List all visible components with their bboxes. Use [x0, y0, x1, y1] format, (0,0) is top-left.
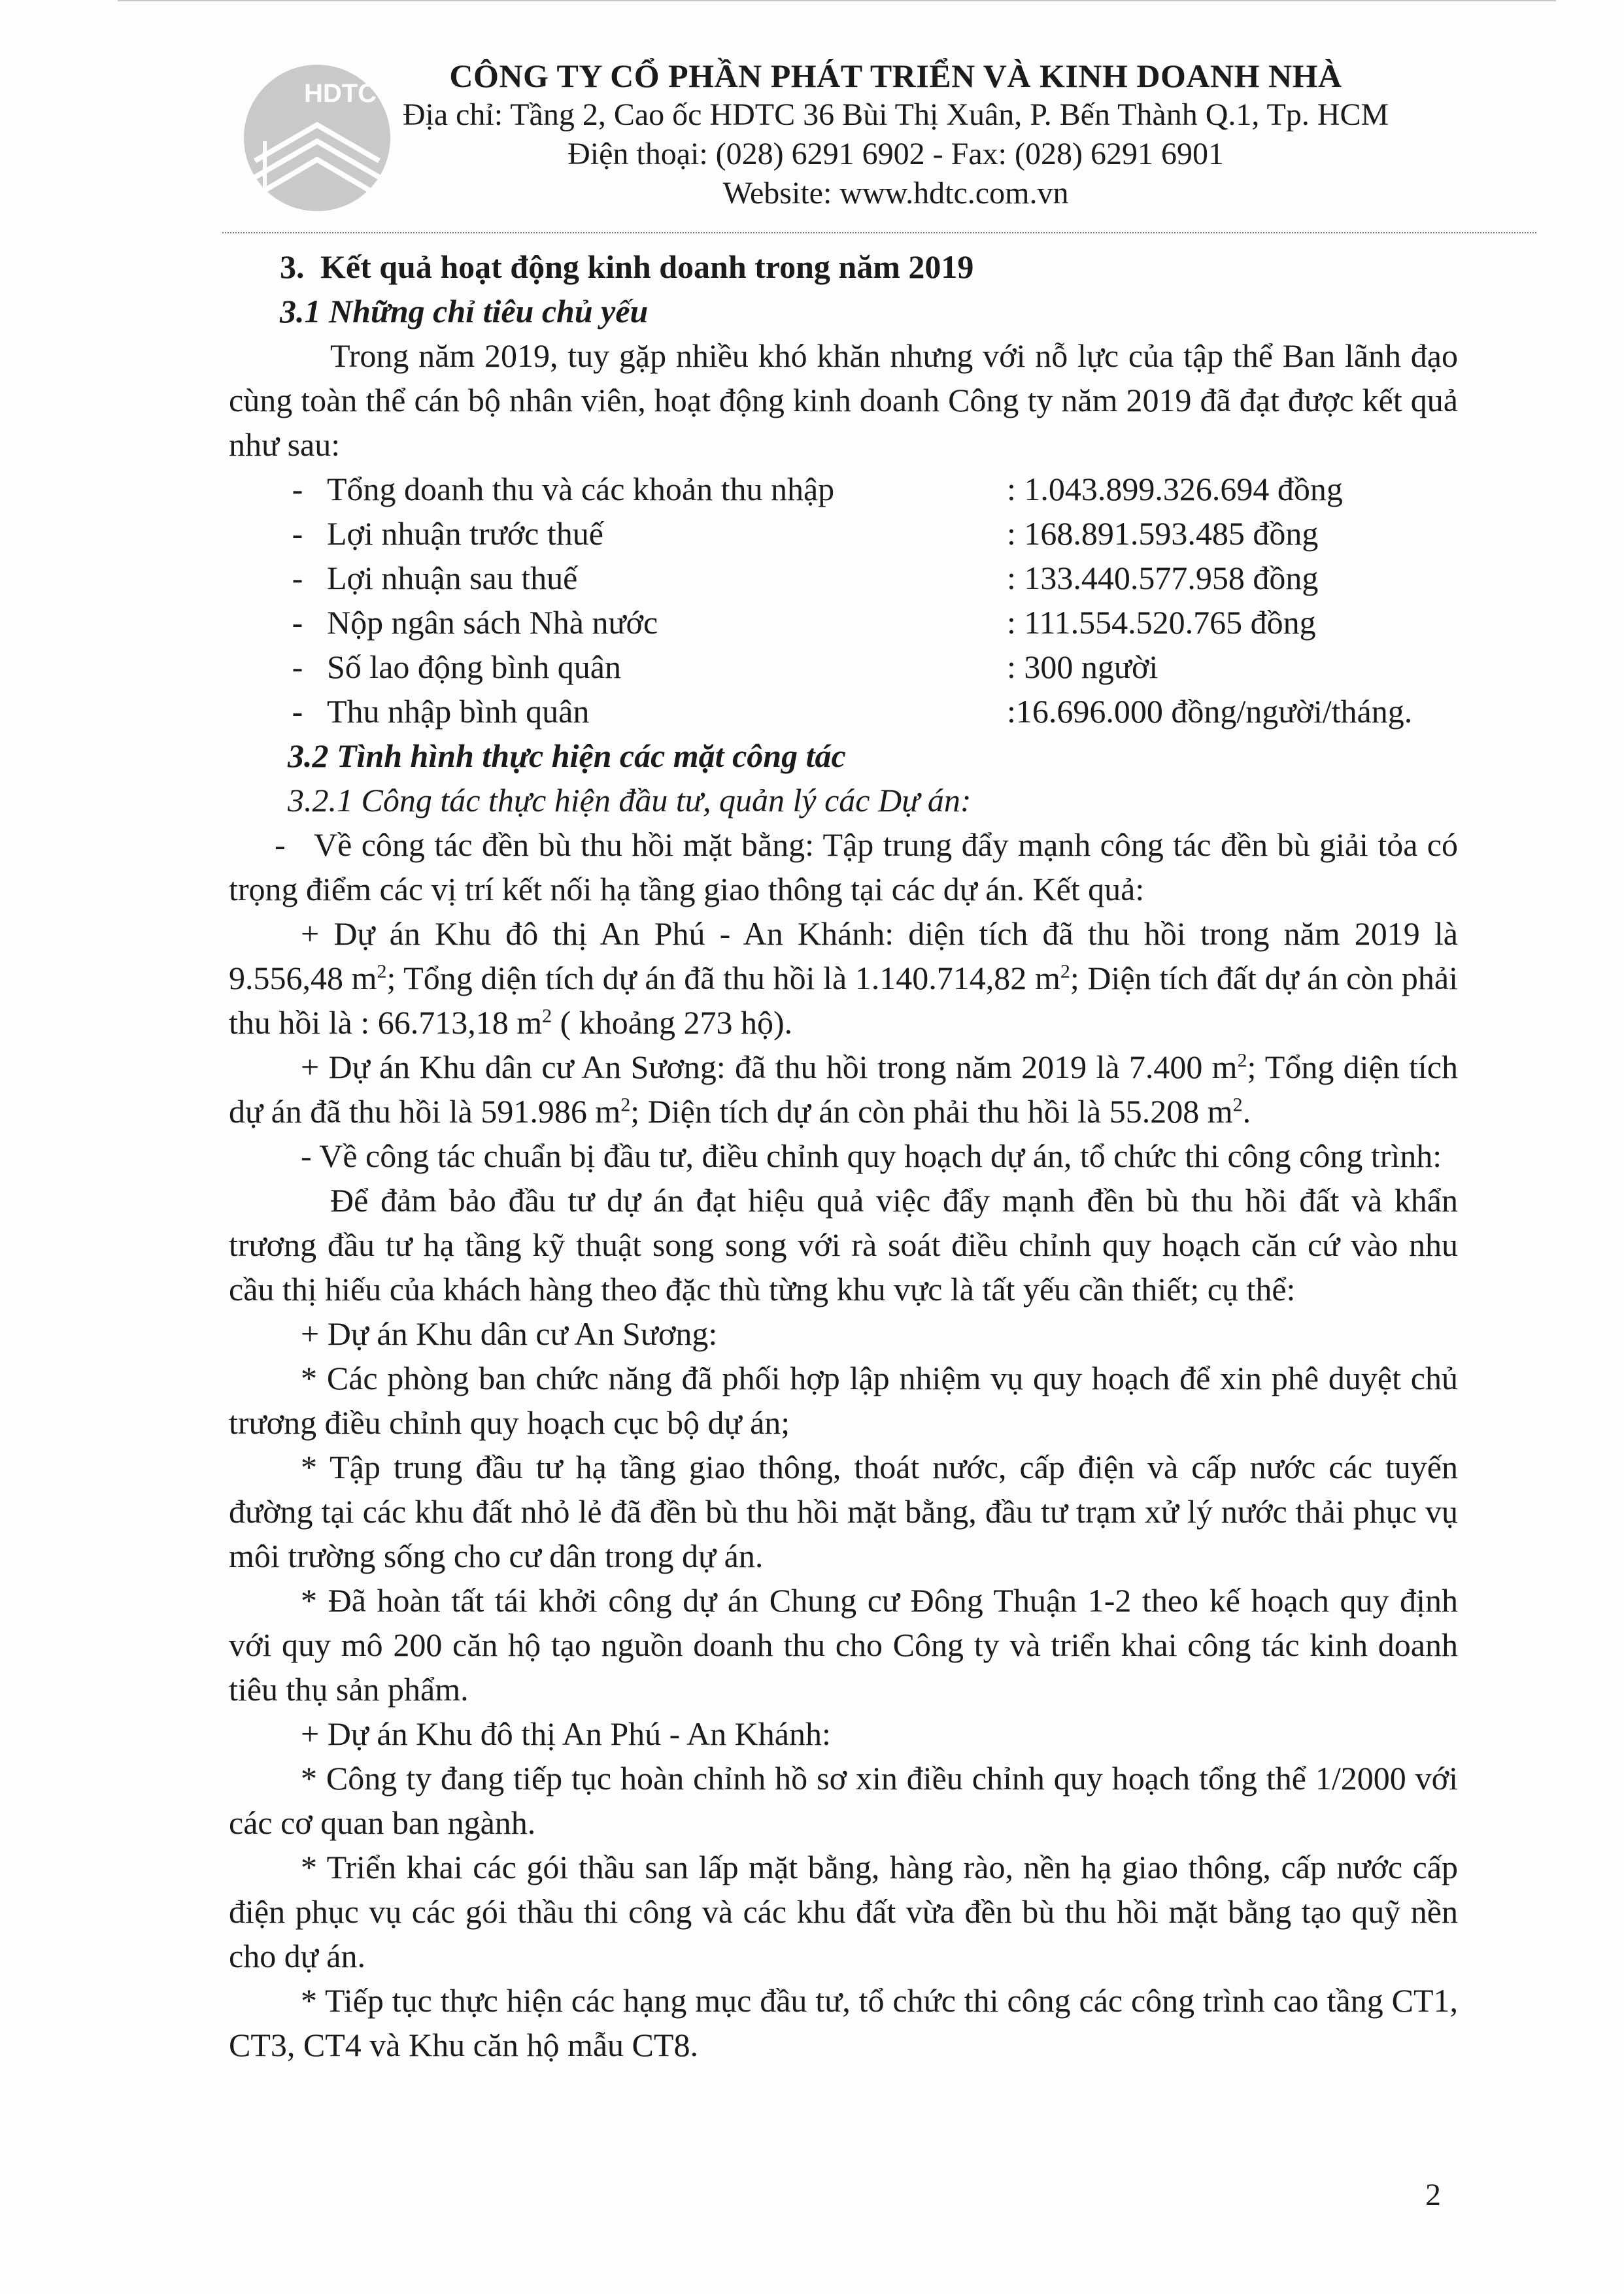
indicator-value: : 1.043.899.326.694 đồng [1007, 471, 1343, 507]
indicator-label: Lợi nhuận sau thuế [327, 560, 578, 596]
indicator-row: - Nộp ngân sách Nhà nước : 111.554.520.765 đồng [229, 600, 1458, 645]
company-name: CÔNG TY CỔ PHẦN PHÁT TRIỂN VÀ KINH DOANH NHÀ [449, 58, 1342, 94]
indicator-row: - Lợi nhuận trước thuế : 168.891.593.485 đồng [229, 511, 1458, 556]
ansuong-item: * Tập trung đầu tư hạ tầng giao thông, thoát nước, cấp điện và cấp nước các tuyến đường tại các khu đất nhỏ lẻ đã đền bù thu hồi mặt bằng, đầu tư trạm xử lý nước thải phục vụ môi trường sống cho cư dân trong dự án. [229, 1449, 1458, 1574]
indicator-row: - Lợi nhuận sau thuế : 133.440.577.958 đồng [229, 556, 1458, 600]
intro-paragraph: Trong năm 2019, tuy gặp nhiều khó khăn nhưng với nỗ lực của tập thể Ban lãnh đạo cùng toàn thể cán bộ nhân viên, hoạt động kinh doanh Công ty năm 2019 đã đạt được kết quả như sau: [229, 337, 1458, 463]
indicator-value: :16.696.000 đồng/người/tháng. [1007, 693, 1413, 730]
company-phone: Điện thoại: (028) 6291 6902 - Fax: (028) 6291 6901 [567, 137, 1224, 171]
indicator-label: Lợi nhuận trước thuế [327, 515, 603, 552]
preparation-detail-paragraph: Để đảm bảo đầu tư dự án đạt hiệu quả việc đẩy mạnh đền bù thu hồi đất và khẩn trương đầu tư hạ tầng kỹ thuật song song với rà soát điều chỉnh quy hoạch căn cứ vào nhu cầu thị hiếu của khách hàng theo đặc thù từng khu vực là tất yếu cần thiết; cụ thể: [229, 1182, 1458, 1307]
ansuong-result-paragraph: + Dự án Khu dân cư An Sương: đã thu hồi trong năm 2019 là 7.400 $m^2$; Tổng diện tích dự án đã thu hồi là 591.986 $m^2$; Diện tích dự án còn phải thu hồi là 55.208 $m^2$. [229, 1049, 1458, 1130]
anphu-item: * Triển khai các gói thầu san lấp mặt bằng, hàng rào, nền hạ giao thông, cấp nước cấp điện phục vụ các gói thầu thi công và các khu đất vừa đền bù thu hồi mặt bằng tạo quỹ nền cho dự án. [229, 1849, 1458, 1974]
indicators-list [229, 467, 1458, 734]
ansuong-item: * Các phòng ban chức năng đã phối hợp lập nhiệm vụ quy hoạch để xin phê duyệt chủ trương điều chỉnh quy hoạch cục bộ dự án; [229, 1360, 1458, 1441]
indicator-row: - Số lao động bình quân : 300 người [229, 645, 1458, 689]
section-heading [229, 245, 1458, 289]
logo-text: HDTC [304, 79, 377, 108]
scan-edge-line [118, 0, 1556, 1]
indicator-label: Số lao động bình quân [327, 649, 621, 685]
page-number: 2 [1425, 2178, 1441, 2212]
indicator-label: Tổng doanh thu và các khoản thu nhập [327, 471, 835, 507]
compensation-paragraph: - Về công tác đền bù thu hồi mặt bằng: Tập trung đẩy mạnh công tác đền bù giải tỏa có trọng điểm các vị trí kết nối hạ tầng giao thông tại các dự án. Kết quả: [229, 826, 1458, 907]
anphu-title: + Dự án Khu đô thị An Phú - An Khánh: [301, 1715, 831, 1752]
indicator-value: : 133.440.577.958 đồng [1007, 560, 1319, 596]
preparation-paragraph: - Về công tác chuẩn bị đầu tư, điều chỉnh quy hoạch dự án, tổ chức thi công công trình: [301, 1138, 1442, 1174]
section-title: Kết quả hoạt động kinh doanh trong năm 2019 [320, 248, 974, 285]
indicator-label: Thu nhập bình quân [327, 693, 590, 730]
indicator-label: Nộp ngân sách Nhà nước [327, 604, 658, 641]
indicator-row: - Tổng doanh thu và các khoản thu nhập : 1.043.899.326.694 đồng [229, 467, 1458, 511]
company-website: Website: www.hdtc.com.vn [722, 176, 1069, 211]
subsection-heading-3-2: 3.2 Tình hình thực hiện các mặt công tác [288, 737, 846, 774]
ansuong-title: + Dự án Khu dân cư An Sương: [301, 1315, 718, 1352]
indicator-row: - Thu nhập bình quân :16.696.000 đồng/người/tháng. [229, 689, 1458, 734]
section-number: 3. [280, 248, 305, 285]
anphu-item: * Công ty đang tiếp tục hoàn chỉnh hồ sơ xin điều chỉnh quy hoạch tổng thể 1/2000 với các cơ quan ban ngành. [229, 1760, 1458, 1841]
indicator-value: : 168.891.593.485 đồng [1007, 515, 1319, 552]
indicator-value: : 111.554.520.765 đồng [1007, 604, 1316, 641]
indicator-value: : 300 người [1007, 649, 1159, 685]
ansuong-item: * Đã hoàn tất tái khởi công dự án Chung cư Đông Thuận 1-2 theo kế hoạch quy định với quy mô 200 căn hộ tạo nguồn doanh thu cho Công ty và triển khai công tác kinh doanh tiêu thụ sản phẩm. [229, 1582, 1458, 1708]
anphu-item: * Tiếp tục thực hiện các hạng mục đầu tư, tổ chức thi công các công trình cao tầng CT1, CT3, CT4 và Khu căn hộ mẫu CT8. [229, 1982, 1458, 2063]
company-address: Địa chỉ: Tầng 2, Cao ốc HDTC 36 Bùi Thị Xuân, P. Bến Thành Q.1, Tp. HCM [402, 97, 1389, 132]
subsection-heading-3-1: 3.1 Những chỉ tiêu chủ yếu [280, 293, 649, 329]
letterhead [340, 56, 1451, 213]
document-body [229, 242, 1458, 2067]
anphu-result-paragraph: + Dự án Khu đô thị An Phú - An Khánh: diện tích đã thu hồi trong năm 2019 là 9.556,48 $m^2$; Tổng diện tích dự án đã thu hồi là 1.140.714,82 $m^2$; Diện tích đất dự án còn phải thu hồi là : 66.713,18 $m^2$ ( khoảng 273 hộ). [229, 915, 1458, 1041]
subsection-heading-3-2-1: 3.2.1 Công tác thực hiện đầu tư, quản lý các Dự án: [288, 782, 972, 818]
header-divider [222, 232, 1536, 233]
